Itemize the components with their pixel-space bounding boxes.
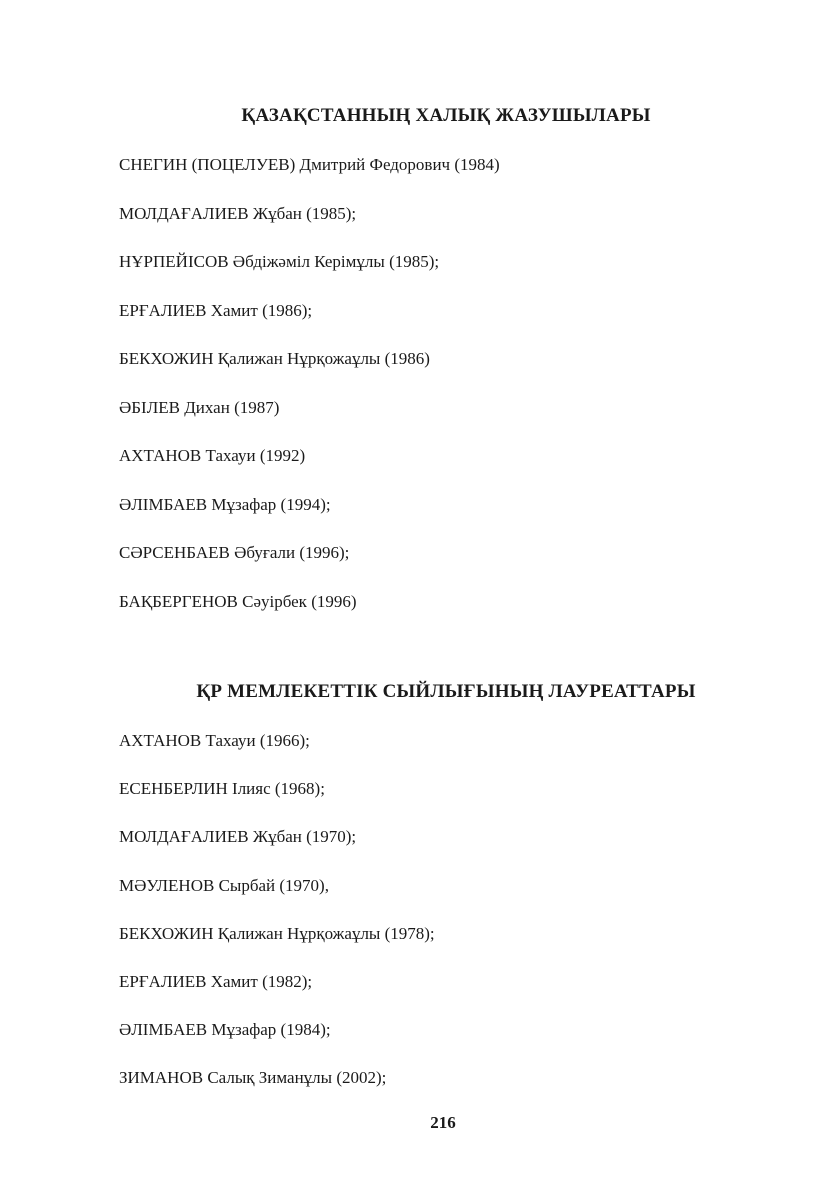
list-item: АХТАНОВ Тахауи (1992) bbox=[119, 446, 306, 465]
list-item: ӘБІЛЕВ Дихан (1987) bbox=[119, 397, 280, 417]
state-prize-laureates-list bbox=[119, 730, 435, 1116]
list-item: БЕКХОЖИН Қалижан Нұрқожаұлы (1978); bbox=[119, 923, 435, 943]
list-item: ӘЛІМБАЕВ Мұзафар (1984); bbox=[119, 1020, 331, 1040]
list-item: ЕСЕНБЕРЛИН Ілияс (1968); bbox=[119, 779, 325, 799]
list-item: СНЕГИН (ПОЦЕЛУЕВ) Дмитрий Федорович (1984) bbox=[119, 155, 500, 174]
list-item: ЗИМАНОВ Салық Зиманұлы (2002); bbox=[119, 1068, 387, 1088]
list-item: ЕРҒАЛИЕВ Хамит (1986); bbox=[119, 300, 313, 320]
section-title-people-writers: ҚАЗАҚСТАННЫҢ ХАЛЫҚ ЖАЗУШЫЛАРЫ bbox=[241, 105, 651, 126]
section-title-state-prize-laureates: ҚР МЕМЛЕКЕТТІК СЫЙЛЫҒЫНЫҢ ЛАУРЕАТТАРЫ bbox=[196, 681, 696, 702]
list-item: БАҚБЕРГЕНОВ Сәуірбек (1996) bbox=[119, 591, 357, 611]
list-item: АХТАНОВ Тахауи (1966); bbox=[119, 731, 310, 750]
list-item: МОЛДАҒАЛИЕВ Жұбан (1985); bbox=[119, 203, 357, 223]
list-item: НҰРПЕЙІСОВ Әбдіжәміл Керімұлы (1985); bbox=[119, 252, 440, 271]
list-item: МОЛДАҒАЛИЕВ Жұбан (1970); bbox=[119, 827, 357, 847]
page-number: 216 bbox=[430, 1113, 456, 1132]
people-writers-list bbox=[119, 154, 500, 639]
list-item: БЕКХОЖИН Қалижан Нұрқожаұлы (1986) bbox=[119, 349, 430, 368]
list-item: ЕРҒАЛИЕВ Хамит (1982); bbox=[119, 971, 313, 991]
list-item: СӘРСЕНБАЕВ Әбуғали (1996); bbox=[119, 543, 350, 562]
list-item: МӘУЛЕНОВ Сырбай (1970), bbox=[119, 875, 329, 895]
list-item: ӘЛІМБАЕВ Мұзафар (1994); bbox=[119, 494, 331, 514]
